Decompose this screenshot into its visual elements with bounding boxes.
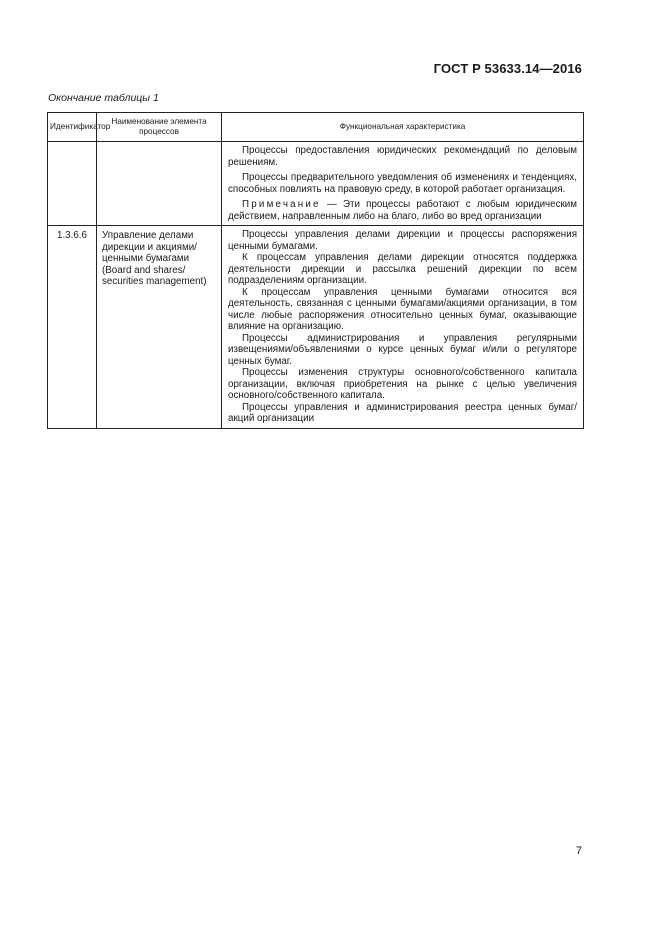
row-process-name <box>97 142 222 226</box>
description-paragraph: К процессам управления ценными бумагами относится вся деятельность, связанная с ценными бумагами/акциями организации, в том числе любые распоряжения относительно ценных бумаг, оказывающие влияние на организацию. <box>228 286 577 332</box>
description-paragraph: Процессы предварительного уведомления об изменениях и тенденциях, способных повлиять на правовую среду, в которой работает организация. <box>228 172 577 195</box>
description-paragraph: Процессы изменения структуры основного/собственного капитала организации, включая приобретения на рынке с целью увеличения основного/собственного капитала. <box>228 367 577 401</box>
row-description <box>222 226 584 429</box>
table-header-row <box>48 113 584 142</box>
row-process-name: Управление делами дирекции и акциями/ ценными бумагами (Board and shares/ securities management) <box>97 226 222 429</box>
description-paragraph: Процессы администрирования и управления регулярными извещениями/объявлениями о курсе ценных бумаг и/или о регуляторе ценных бумаг. <box>228 332 577 367</box>
column-header-function: Функциональная характеристика <box>222 113 584 142</box>
note-text: — Эти процессы работают с любым юридическим действием, направленным либо на благо, либо во вред организации <box>228 199 577 222</box>
standard-code: ГОСТ Р 53633.14—2016 <box>433 61 582 76</box>
note-label: Примечание <box>242 199 321 210</box>
row-identifier: 1.3.6.6 <box>48 226 97 429</box>
description-paragraph: Процессы управления делами дирекции и процессы распоряжения ценными бумагами. <box>228 229 577 252</box>
description-paragraph: Процессы управления и администрирования реестра ценных бумаг/акций организации <box>228 401 577 424</box>
row-description <box>222 142 584 226</box>
row-identifier <box>48 142 97 226</box>
column-header-name: Наименование элемента процессов <box>97 113 222 142</box>
description-paragraph: К процессам управления делами дирекции относятся поддержка деятельности дирекции и рассылка решений дирекции по всем подразделениям организации. <box>228 252 577 286</box>
note-paragraph <box>228 199 577 222</box>
description-paragraph: Процессы предоставления юридических рекомендаций по деловым решениям. <box>228 145 577 168</box>
table-row <box>48 226 584 429</box>
table-row <box>48 142 584 226</box>
table-caption: Окончание таблицы 1 <box>48 92 159 104</box>
page-number: 7 <box>575 845 582 857</box>
column-header-id: Идентификатор <box>48 113 97 142</box>
process-table <box>47 112 584 429</box>
